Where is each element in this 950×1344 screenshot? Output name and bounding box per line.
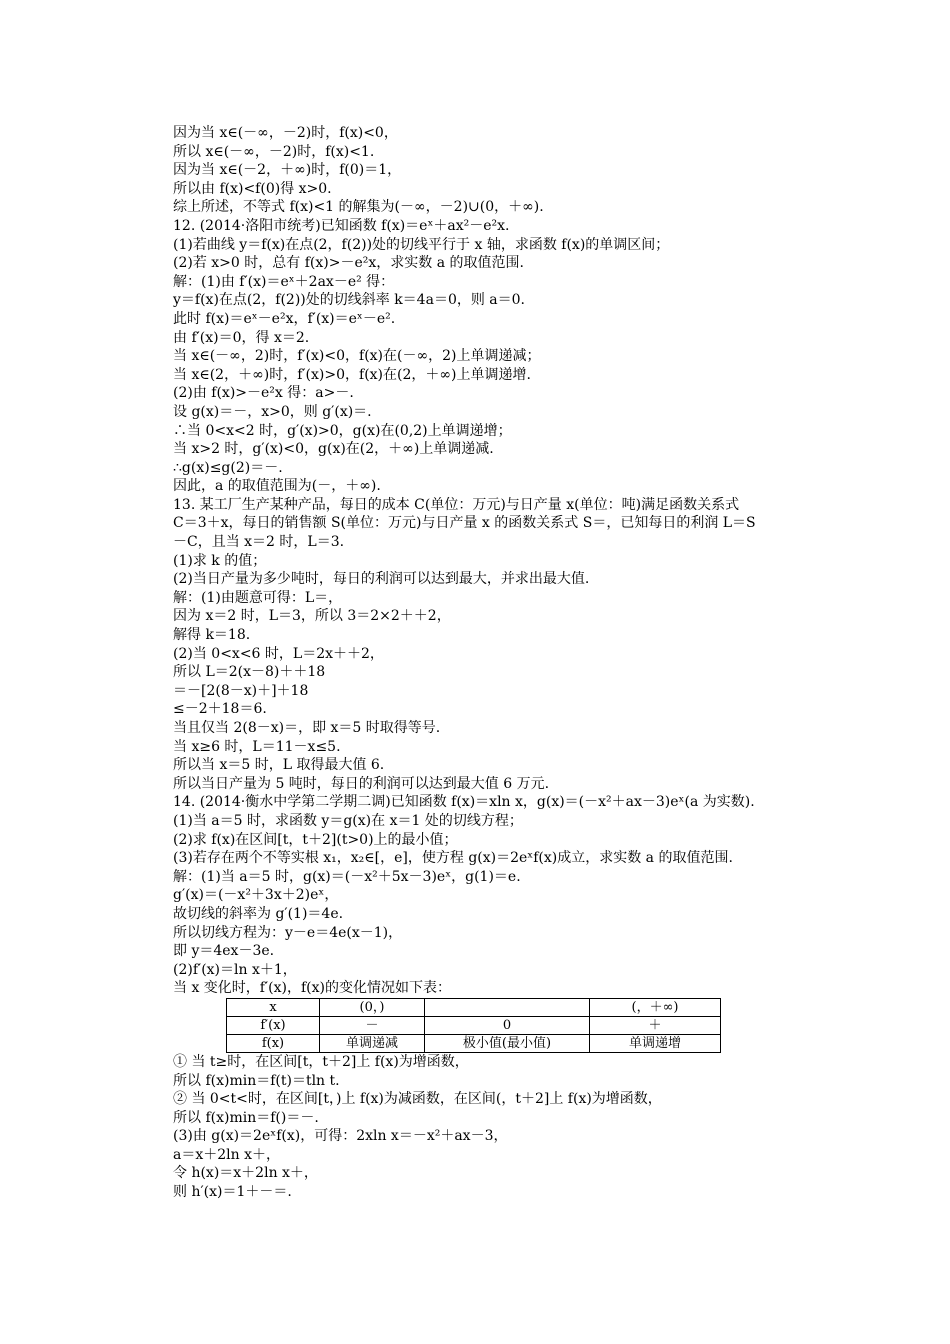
text-line: 因为当 x∈(－2，＋∞)时，f(0)＝1， (173, 162, 402, 179)
text-line: 解：(1)当 a＝5 时，g(x)＝(－x²＋5x－3)eˣ，g(1)＝e. (173, 868, 521, 885)
text-line: 当且仅当 2(8－x)＝，即 x＝5 时取得等号. (173, 720, 441, 736)
variation-table (226, 998, 721, 1053)
text-line: 当 x∈(－∞，2)时，f′(x)<0，f(x)在(－∞，2)上单调递减； (173, 348, 541, 365)
text-line: 当 x≥6 时，L＝11－x≤5. (173, 738, 341, 755)
text-line: (2)当 0<x<6 时，L＝2x＋＋2， (173, 645, 384, 662)
text-line: C＝3＋x，每日的销售额 S(单位：万元)与日产量 x 的函数关系式 S＝，已知每日的利润 L＝S (173, 515, 756, 532)
text-line: ≤－2＋18＝6. (173, 701, 267, 718)
table-cell (425, 998, 590, 1016)
text-line: 13. 某工厂生产某种产品，每日的成本 C(单位：万元)与日产量 x(单位：吨)满足函数关系式 (173, 496, 740, 513)
table-cell: 单调递减 (320, 1034, 425, 1052)
text-line: a＝x＋2ln x＋， (173, 1146, 280, 1163)
text-line: 设 g(x)＝－，x>0，则 g′(x)＝. (173, 403, 372, 420)
table-cell: 极小值(最小值) (425, 1034, 590, 1052)
text-line: 当 x>2 时，g′(x)<0，g(x)在(2，＋∞)上单调递减. (173, 441, 494, 458)
text-line: g′(x)＝(－x²＋3x＋2)eˣ， (173, 887, 339, 904)
text-line: 因为 x＝2 时，L＝3，所以 3＝2×2＋＋2， (173, 608, 451, 625)
text-line: (2)f′(x)＝ln x＋1， (173, 961, 297, 978)
table-cell: 0 (425, 1016, 590, 1034)
text-line: 所以 f(x)min＝f(t)＝tln t. (173, 1072, 340, 1089)
text-line: 解：(1)由 f′(x)＝eˣ＋2ax－e² 得： (173, 273, 395, 290)
text-line: ① 当 t≥时，在区间[t，t＋2]上 f(x)为增函数， (173, 1053, 469, 1070)
text-line: (2)由 f(x)>－e²x 得：a>－. (173, 385, 354, 402)
text-line: 所以 f(x)min＝f()＝－. (173, 1109, 319, 1126)
text-line: 因此，a 的取值范围为(－，＋∞). (173, 478, 381, 495)
document-body (173, 124, 813, 1202)
table-cell: (0，) (320, 998, 425, 1016)
text-line: (3)若存在两个不等实根 x₁，x₂∈[，e]，使方程 g(x)＝2eˣf(x)成立，求实数 a 的取值范围. (173, 850, 733, 867)
text-line: 所以 L＝2(x－8)＋＋18 (173, 664, 326, 681)
table-cell: 单调递增 (590, 1034, 721, 1052)
solution-text-block-continued (173, 1053, 813, 1202)
text-line: 解：(1)由题意可得：L＝， (173, 589, 343, 606)
text-line: (2)求 f(x)在区间[t，t＋2](t>0)上的最小值； (173, 831, 458, 848)
table-row (227, 1034, 721, 1052)
text-line: 当 x 变化时，f′(x)，f(x)的变化情况如下表： (173, 980, 451, 997)
text-line: (2)当日产量为多少吨时，每日的利润可以达到最大，并求出最大值. (173, 571, 590, 588)
text-line: 14. (2014·衡水中学第二学期二调)已知函数 f(x)＝xln x，g(x)＝(－x²＋ax－3)eˣ(a 为实数). (173, 794, 755, 811)
text-line: 故切线的斜率为 g′(1)＝4e. (173, 905, 344, 922)
text-line: 所以当日产量为 5 吨时，每日的利润可以达到最大值 6 万元. (173, 775, 550, 792)
text-line: ② 当 0<t<时，在区间[t，)上 f(x)为减函数，在区间(，t＋2]上 f(x)为增函数， (173, 1091, 662, 1108)
text-line: 由 f′(x)＝0，得 x＝2. (173, 329, 310, 346)
text-line: 此时 f(x)＝eˣ－e²x，f′(x)＝eˣ－e². (173, 310, 396, 327)
table-cell: x (227, 998, 320, 1016)
text-line: (3)由 g(x)＝2eˣf(x)，可得：2xln x＝－x²＋ax－3， (173, 1128, 508, 1145)
text-line: 综上所述，不等式 f(x)<1 的解集为(－∞，－2)∪(0，＋∞). (173, 199, 544, 216)
table-row (227, 1016, 721, 1034)
text-line: (2)若 x>0 时，总有 f(x)>－e²x，求实数 a 的取值范围. (173, 255, 524, 272)
table-cell: f(x) (227, 1034, 320, 1052)
table-cell: ＋ (590, 1016, 721, 1034)
text-line: －C，且当 x＝2 时，L＝3. (173, 534, 345, 551)
text-line: 解得 k＝18. (173, 627, 251, 644)
text-line: ∴当 0<x<2 时，g′(x)>0，g(x)在(0,2)上单调递增； (173, 422, 512, 439)
table-cell: － (320, 1016, 425, 1034)
table-cell: f′(x) (227, 1016, 320, 1034)
table-cell: (，＋∞) (590, 998, 721, 1016)
text-line: 令 h(x)＝x＋2ln x＋， (173, 1165, 318, 1182)
text-line: ∴g(x)≤g(2)＝－. (173, 459, 283, 476)
text-line: (1)当 a＝5 时，求函数 y＝g(x)在 x＝1 处的切线方程； (173, 812, 523, 829)
text-line: 因为当 x∈(－∞，－2)时，f(x)<0， (173, 125, 398, 141)
text-line: 当 x∈(2，＋∞)时，f′(x)>0，f(x)在(2，＋∞)上单调递增. (173, 366, 531, 383)
text-line: 即 y＝4ex－3e. (173, 943, 275, 960)
text-line: 所以当 x＝5 时，L 取得最大值 6. (173, 757, 385, 774)
table-row (227, 998, 721, 1016)
text-line: 所以切线方程为：y－e＝4e(x－1)， (173, 924, 403, 941)
text-line: ＝－[2(8－x)＋]＋18 (173, 682, 309, 699)
text-line: 则 h′(x)＝1＋－＝. (173, 1184, 292, 1201)
text-line: y＝f(x)在点(2，f(2))处的切线斜率 k＝4a＝0，则 a＝0. (173, 292, 526, 309)
text-line: 所以 x∈(－∞，－2)时，f(x)<1. (173, 143, 375, 160)
text-line: (1)若曲线 y＝f(x)在点(2，f(2))处的切线平行于 x 轴，求函数 f(x)的单调区间； (173, 236, 670, 253)
text-line: 所以由 f(x)<f(0)得 x>0. (173, 180, 332, 197)
text-line: (1)求 k 的值； (173, 552, 267, 569)
text-line: 12. (2014·洛阳市统考)已知函数 f(x)＝eˣ＋ax²－e²x. (173, 217, 510, 234)
solution-text-block (173, 124, 813, 998)
